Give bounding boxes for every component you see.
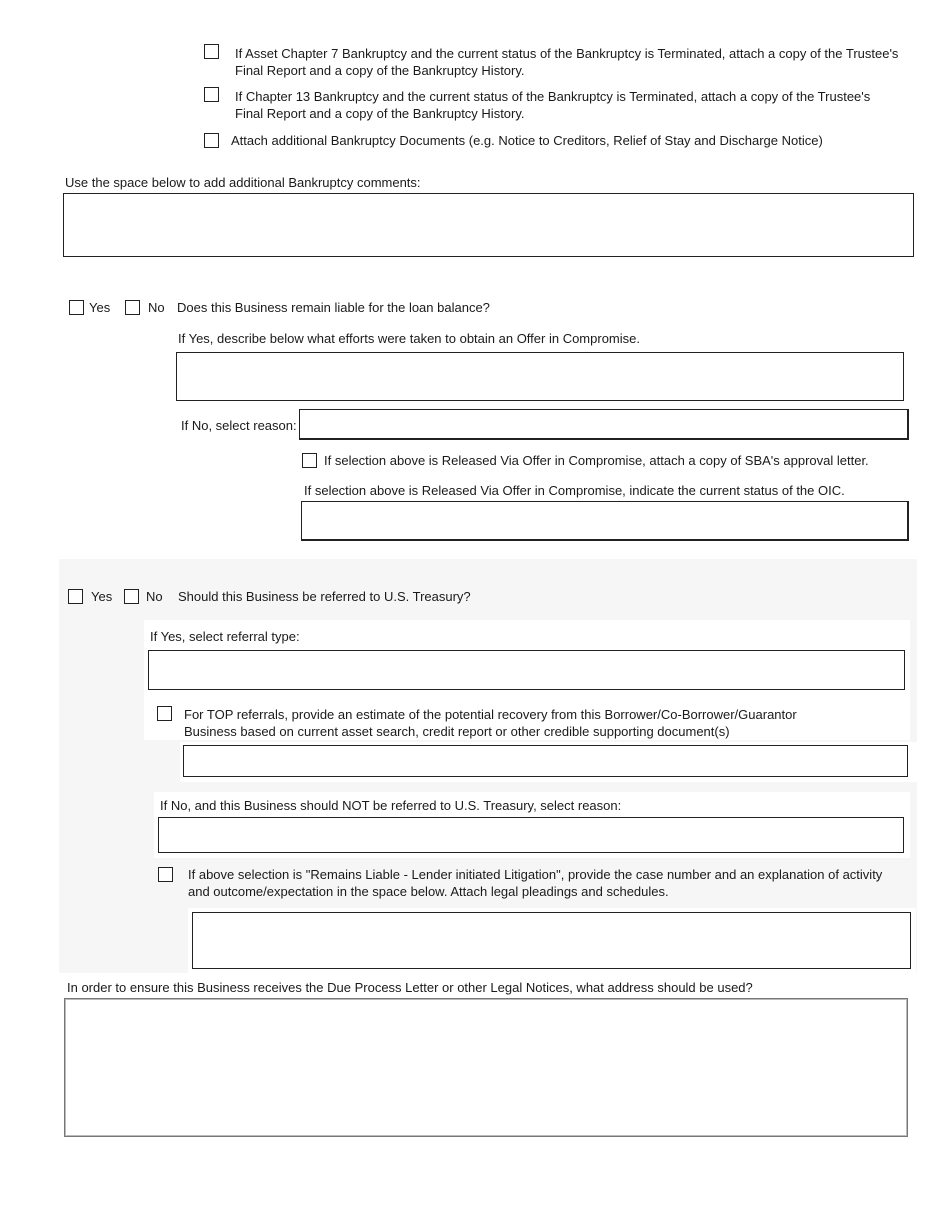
treasury-yes-checkbox[interactable] [68,589,83,604]
top-referral-label-line2: Business based on current asset search, credit report or other credible supporting document(s) [184,724,730,739]
treasury-no-label: No [146,589,163,604]
bankruptcy-comments-field[interactable] [63,193,914,257]
ch13-label-line1: If Chapter 13 Bankruptcy and the current status of the Bankruptcy is Terminated, attach a copy of the Trustee's [235,89,871,104]
not-referred-label: If No, and this Business should NOT be referred to U.S. Treasury, select reason: [160,798,622,813]
asset-ch7-checkbox[interactable] [204,44,219,59]
referral-type-select[interactable] [148,650,905,690]
treasury-no-checkbox[interactable] [124,589,139,604]
ch13-label-line2: Final Report and a copy of the Bankruptcy History. [235,106,525,121]
asset-ch7-label-line2: Final Report and a copy of the Bankruptcy History. [235,63,525,78]
litigation-label-line1: If above selection is "Remains Liable - Lender initiated Litigation", provide the case number and an explanation of activity [188,867,883,882]
liable-no-label: No [148,300,165,315]
address-field[interactable] [64,998,908,1137]
oic-status-field[interactable] [301,501,909,541]
oic-efforts-field[interactable] [176,352,904,401]
asset-ch7-label-line1: If Asset Chapter 7 Bankruptcy and the current status of the Bankruptcy is Terminated, attach a copy of the Trustee's [235,46,899,61]
oic-approval-checkbox[interactable] [302,453,317,468]
top-recovery-field[interactable] [183,745,908,777]
no-reason-label: If No, select reason: [181,418,297,433]
referral-type-label: If Yes, select referral type: [150,629,300,644]
oic-status-label: If selection above is Released Via Offer in Compromise, indicate the current status of the OIC. [304,483,845,498]
oic-efforts-label: If Yes, describe below what efforts were taken to obtain an Offer in Compromise. [178,331,640,346]
liable-yes-label: Yes [89,300,111,315]
not-referred-select[interactable] [158,817,904,853]
address-label: In order to ensure this Business receives the Due Process Letter or other Legal Notices, what address should be used? [67,980,753,995]
litigation-checkbox[interactable] [158,867,173,882]
additional-docs-checkbox[interactable] [204,133,219,148]
litigation-label-line2: and outcome/expectation in the space below. Attach legal pleadings and schedules. [188,884,669,899]
treasury-question: Should this Business be referred to U.S. Treasury? [178,589,471,604]
ch13-checkbox[interactable] [204,87,219,102]
bankruptcy-comments-label: Use the space below to add additional Bankruptcy comments: [65,175,421,190]
additional-docs-label: Attach additional Bankruptcy Documents (e.g. Notice to Creditors, Relief of Stay and Discharge Notice) [231,133,823,148]
treasury-yes-label: Yes [91,589,113,604]
top-referral-label-line1: For TOP referrals, provide an estimate of the potential recovery from this Borrower/Co-Borrower/Guarantor [184,707,797,722]
litigation-field[interactable] [192,912,911,969]
liable-yes-checkbox[interactable] [69,300,84,315]
oic-approval-label: If selection above is Released Via Offer in Compromise, attach a copy of SBA's approval letter. [324,453,869,468]
no-reason-select[interactable] [299,409,909,440]
liable-no-checkbox[interactable] [125,300,140,315]
liable-question: Does this Business remain liable for the loan balance? [177,300,490,315]
top-referral-checkbox[interactable] [157,706,172,721]
